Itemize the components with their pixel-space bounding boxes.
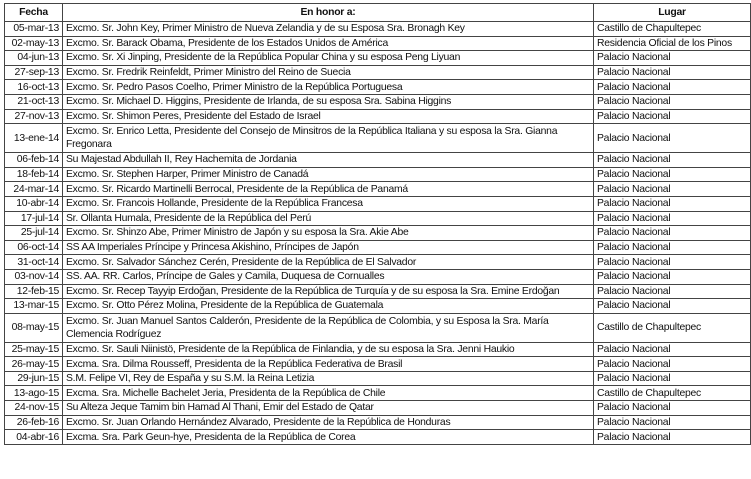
date-cell: 26-feb-16	[5, 415, 63, 430]
venue-cell: Palacio Nacional	[594, 153, 751, 168]
table-row	[5, 36, 751, 51]
table-row	[5, 65, 751, 80]
date-cell: 04-jun-13	[5, 51, 63, 66]
table-row	[5, 153, 751, 168]
honoree-cell: Excmo. Sr. Pedro Pasos Coelho, Primer Ministro de la República Portuguesa	[63, 80, 594, 95]
honoree-cell: SS AA Imperiales Príncipe y Princesa Akishino, Príncipes de Japón	[63, 240, 594, 255]
header-honor: En honor a:	[63, 4, 594, 22]
honoree-cell: Excmo. Sr. Juan Manuel Santos Calderón, Presidente de la República de Colombia, y su Esposa la Sra. María Clemencia Rodríguez	[63, 313, 594, 342]
honoree-cell: Excmo. Sr. Francois Hollande, Presidente de la República Francesa	[63, 196, 594, 211]
table-row	[5, 415, 751, 430]
date-cell: 08-may-15	[5, 313, 63, 342]
table-row	[5, 196, 751, 211]
date-cell: 31-oct-14	[5, 255, 63, 270]
table-row	[5, 401, 751, 416]
venue-cell: Palacio Nacional	[594, 167, 751, 182]
table-row	[5, 386, 751, 401]
honoree-cell: Excmo. Sr. Recep Tayyip Erdoğan, Presidente de la República de Turquía y de su esposa la Sra. Emine Erdoğan	[63, 284, 594, 299]
table-row	[5, 167, 751, 182]
table-row	[5, 109, 751, 124]
date-cell: 06-feb-14	[5, 153, 63, 168]
venue-cell: Palacio Nacional	[594, 211, 751, 226]
venue-cell: Palacio Nacional	[594, 255, 751, 270]
venue-cell: Palacio Nacional	[594, 357, 751, 372]
date-cell: 18-feb-14	[5, 167, 63, 182]
venue-cell: Palacio Nacional	[594, 94, 751, 109]
venue-cell: Palacio Nacional	[594, 240, 751, 255]
honoree-cell: Excmo. Sr. Otto Pérez Molina, Presidente de la República de Guatemala	[63, 299, 594, 314]
venue-cell: Palacio Nacional	[594, 65, 751, 80]
venue-cell: Palacio Nacional	[594, 51, 751, 66]
honoree-cell: Excmo. Sr. Shimon Peres, Presidente del Estado de Israel	[63, 109, 594, 124]
date-cell: 21-oct-13	[5, 94, 63, 109]
table-row	[5, 22, 751, 37]
date-cell: 06-oct-14	[5, 240, 63, 255]
table-row	[5, 255, 751, 270]
table-row	[5, 211, 751, 226]
honoree-cell: Excmo. Sr. John Key, Primer Ministro de Nueva Zelandia y de su Esposa Sra. Bronagh Key	[63, 22, 594, 37]
honoree-cell: Excmo. Sr. Ricardo Martinelli Berrocal, Presidente de la República de Panamá	[63, 182, 594, 197]
venue-cell: Castillo de Chapultepec	[594, 22, 751, 37]
table-row	[5, 299, 751, 314]
date-cell: 27-sep-13	[5, 65, 63, 80]
venue-cell: Palacio Nacional	[594, 182, 751, 197]
date-cell: 26-may-15	[5, 357, 63, 372]
table-row	[5, 342, 751, 357]
table-row	[5, 430, 751, 445]
date-cell: 05-mar-13	[5, 22, 63, 37]
table-row	[5, 226, 751, 241]
venue-cell: Palacio Nacional	[594, 226, 751, 241]
date-cell: 25-jul-14	[5, 226, 63, 241]
date-cell: 17-jul-14	[5, 211, 63, 226]
date-cell: 04-abr-16	[5, 430, 63, 445]
table-row	[5, 51, 751, 66]
date-cell: 13-mar-15	[5, 299, 63, 314]
date-cell: 29-jun-15	[5, 371, 63, 386]
table-row	[5, 94, 751, 109]
date-cell: 27-nov-13	[5, 109, 63, 124]
date-cell: 13-ene-14	[5, 124, 63, 153]
date-cell: 13-ago-15	[5, 386, 63, 401]
honoree-cell: Excmo. Sr. Shinzo Abe, Primer Ministro de Japón y su esposa la Sra. Akie Abe	[63, 226, 594, 241]
venue-cell: Palacio Nacional	[594, 415, 751, 430]
venue-cell: Palacio Nacional	[594, 124, 751, 153]
table-row	[5, 357, 751, 372]
table-header-row	[5, 4, 751, 22]
venue-cell: Palacio Nacional	[594, 109, 751, 124]
honoree-cell: Excma. Sra. Dilma Rousseff, Presidenta de la República Federativa de Brasil	[63, 357, 594, 372]
honoree-cell: S.M. Felipe VI, Rey de España y su S.M. la Reina Letizia	[63, 371, 594, 386]
venue-cell: Castillo de Chapultepec	[594, 386, 751, 401]
date-cell: 25-may-15	[5, 342, 63, 357]
date-cell: 10-abr-14	[5, 196, 63, 211]
table-row	[5, 371, 751, 386]
honoree-cell: Excma. Sra. Michelle Bachelet Jeria, Presidenta de la República de Chile	[63, 386, 594, 401]
honoree-cell: Excmo. Sr. Enrico Letta, Presidente del Consejo de Minsitros de la República Italiana y su esposa la Sra. Gianna Fregonara	[63, 124, 594, 153]
date-cell: 24-nov-15	[5, 401, 63, 416]
table-row	[5, 80, 751, 95]
venue-cell: Palacio Nacional	[594, 401, 751, 416]
state-visits-table	[4, 3, 751, 445]
date-cell: 16-oct-13	[5, 80, 63, 95]
venue-cell: Castillo de Chapultepec	[594, 313, 751, 342]
date-cell: 03-nov-14	[5, 269, 63, 284]
table-body	[5, 22, 751, 445]
honoree-cell: Excma. Sra. Park Geun-hye, Presidenta de la República de Corea	[63, 430, 594, 445]
table-row	[5, 182, 751, 197]
header-lugar: Lugar	[594, 4, 751, 22]
honoree-cell: Excmo. Sr. Fredrik Reinfeldt, Primer Ministro del Reino de Suecia	[63, 65, 594, 80]
header-fecha: Fecha	[5, 4, 63, 22]
venue-cell: Palacio Nacional	[594, 284, 751, 299]
honoree-cell: Excmo. Sr. Juan Orlando Hernández Alvarado, Presidente de la República de Honduras	[63, 415, 594, 430]
table-row	[5, 240, 751, 255]
venue-cell: Palacio Nacional	[594, 342, 751, 357]
venue-cell: Palacio Nacional	[594, 196, 751, 211]
venue-cell: Palacio Nacional	[594, 430, 751, 445]
honoree-cell: Excmo. Sr. Barack Obama, Presidente de los Estados Unidos de América	[63, 36, 594, 51]
venue-cell: Palacio Nacional	[594, 80, 751, 95]
honoree-cell: Excmo. Sr. Salvador Sánchez Cerén, Presidente de la República de El Salvador	[63, 255, 594, 270]
venue-cell: Palacio Nacional	[594, 269, 751, 284]
venue-cell: Palacio Nacional	[594, 371, 751, 386]
venue-cell: Residencia Oficial de los Pinos	[594, 36, 751, 51]
venue-cell: Palacio Nacional	[594, 299, 751, 314]
date-cell: 24-mar-14	[5, 182, 63, 197]
honoree-cell: Su Majestad Abdullah II, Rey Hachemita de Jordania	[63, 153, 594, 168]
date-cell: 12-feb-15	[5, 284, 63, 299]
date-cell: 02-may-13	[5, 36, 63, 51]
honoree-cell: Excmo. Sr. Michael D. Higgins, Presidente de Irlanda, de su esposa Sra. Sabina Higgins	[63, 94, 594, 109]
honoree-cell: Su Alteza Jeque Tamim bin Hamad Al Thani, Emir del Estado de Qatar	[63, 401, 594, 416]
table-row	[5, 313, 751, 342]
table-row	[5, 124, 751, 153]
honoree-cell: Excmo. Sr. Xi Jinping, Presidente de la República Popular China y su esposa Peng Liyuan	[63, 51, 594, 66]
honoree-cell: Excmo. Sr. Sauli Niinistö, Presidente de la República de Finlandia, y de su esposa la Sra. Jenni Haukio	[63, 342, 594, 357]
table-row	[5, 269, 751, 284]
honoree-cell: Excmo. Sr. Stephen Harper, Primer Ministro de Canadá	[63, 167, 594, 182]
honoree-cell: SS. AA. RR. Carlos, Príncipe de Gales y Camila, Duquesa de Cornualles	[63, 269, 594, 284]
table-row	[5, 284, 751, 299]
honoree-cell: Sr. Ollanta Humala, Presidente de la República del Perú	[63, 211, 594, 226]
